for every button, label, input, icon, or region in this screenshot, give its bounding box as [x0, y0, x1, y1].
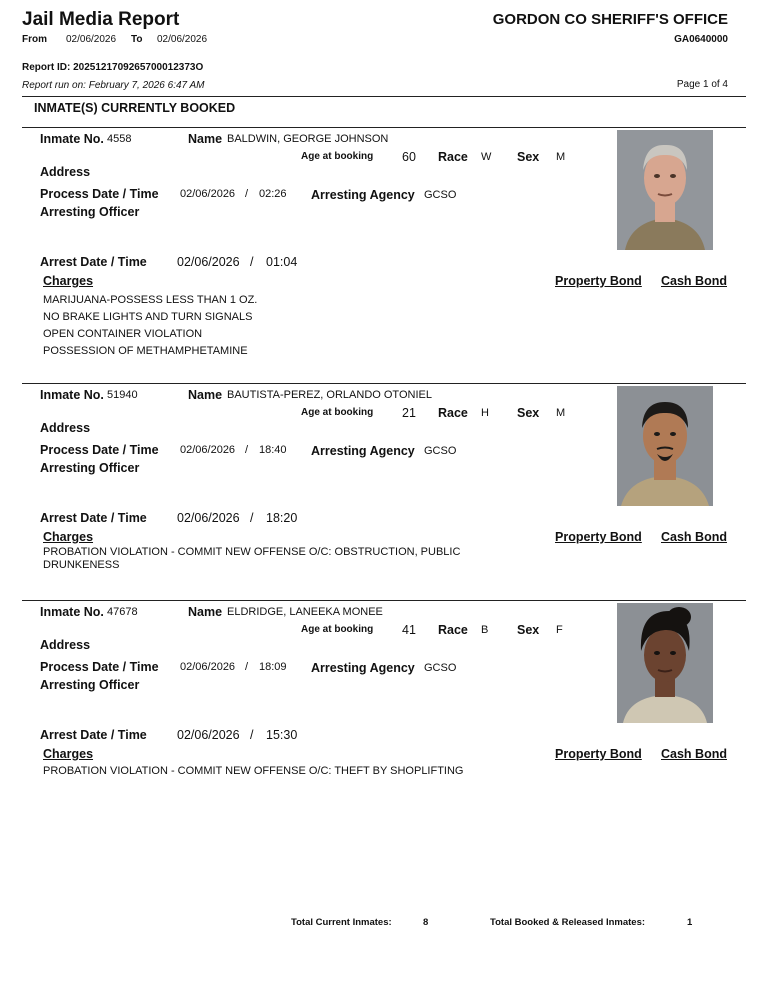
process-label: Process Date / Time [40, 187, 159, 201]
age-value: 60 [402, 150, 416, 164]
officer-label: Arresting Officer [40, 205, 140, 219]
inmate-name: BAUTISTA-PEREZ, ORLANDO OTONIEL [227, 389, 432, 401]
arrest-date: 02/06/2026 [177, 255, 240, 269]
arrest-slash: / [250, 728, 254, 742]
mugshot-photo [617, 130, 713, 250]
cash-bond-label: Cash Bond [661, 274, 727, 288]
arrest-time: 15:30 [266, 728, 298, 742]
race-label: Race [438, 150, 468, 164]
from-label: From [22, 34, 47, 45]
sex-label: Sex [517, 406, 540, 420]
agency-value: GCSO [424, 445, 457, 457]
report-run-date: Report run on: February 7, 2026 6:47 AM [22, 80, 205, 91]
inmate-no-value: 4558 [107, 133, 132, 145]
arrest-slash: / [250, 511, 254, 525]
arrest-label: Arrest Date / Time [40, 255, 147, 269]
to-label: To [131, 34, 143, 45]
inmate-record [0, 128, 773, 388]
inmate-name: ELDRIDGE, LANEEKA MONEE [227, 606, 383, 618]
cash-bond-label: Cash Bond [661, 530, 727, 544]
mugshot-image [617, 603, 713, 723]
process-time: 18:40 [259, 444, 287, 456]
section-title: INMATE(S) CURRENTLY BOOKED [34, 101, 236, 115]
agency-label: Arresting Agency [311, 661, 415, 675]
charges-label: Charges [43, 747, 94, 761]
race-value: W [481, 151, 492, 163]
mugshot-photo [617, 603, 713, 723]
address-label: Address [40, 421, 91, 435]
process-slash: / [245, 444, 249, 456]
process-date: 02/06/2026 [180, 188, 236, 200]
process-slash: / [245, 188, 249, 200]
sex-label: Sex [517, 150, 540, 164]
mugshot-image [617, 386, 713, 506]
page-number: Page 1 of 4 [676, 79, 728, 90]
process-label: Process Date / Time [40, 443, 159, 457]
charge-item: OPEN CONTAINER VIOLATION [43, 328, 203, 340]
report-title: Jail Media Report [22, 9, 180, 30]
race-value: B [481, 624, 489, 636]
inmate-no-label: Inmate No. [40, 605, 104, 619]
age-label: Age at booking [301, 151, 374, 162]
process-time: 02:26 [259, 188, 287, 200]
charge-item: DRUNKENESS [43, 559, 120, 571]
inmate-no-label: Inmate No. [40, 132, 104, 146]
property-bond-label: Property Bond [555, 274, 642, 288]
officer-label: Arresting Officer [40, 678, 140, 692]
arrest-label: Arrest Date / Time [40, 728, 147, 742]
process-date: 02/06/2026 [180, 661, 236, 673]
agency-label: Arresting Agency [311, 444, 415, 458]
charge-item: MARIJUANA-POSSESS LESS THAN 1 OZ. [43, 294, 258, 306]
age-value: 21 [402, 406, 416, 420]
charges-label: Charges [43, 274, 94, 288]
charge-item: NO BRAKE LIGHTS AND TURN SIGNALS [43, 311, 253, 323]
name-label: Name [188, 388, 223, 402]
age-value: 41 [402, 623, 416, 637]
charges-list [43, 546, 460, 572]
property-bond-label: Property Bond [555, 747, 642, 761]
charges-label: Charges [43, 530, 94, 544]
inmate-no-label: Inmate No. [40, 388, 104, 402]
inmate-no-value: 47678 [107, 606, 138, 618]
arrest-date: 02/06/2026 [177, 511, 240, 525]
sex-value: F [556, 624, 563, 636]
mugshot-image [617, 130, 713, 250]
agency-value: GCSO [424, 662, 457, 674]
name-label: Name [188, 132, 223, 146]
total-current-label: Total Current Inmates: [291, 917, 392, 928]
header-divider [22, 96, 746, 97]
to-date: 02/06/2026 [157, 34, 208, 45]
sex-label: Sex [517, 623, 540, 637]
charge-item: PROBATION VIOLATION - COMMIT NEW OFFENSE O/C: THEFT BY SHOPLIFTING [43, 765, 464, 777]
cash-bond-label: Cash Bond [661, 747, 727, 761]
agency-code: GA0640000 [674, 34, 728, 45]
process-label: Process Date / Time [40, 660, 159, 674]
race-label: Race [438, 406, 468, 420]
arrest-time: 01:04 [266, 255, 298, 269]
officer-label: Arresting Officer [40, 461, 140, 475]
process-slash: / [245, 661, 249, 673]
age-label: Age at booking [301, 624, 374, 635]
mugshot-photo [617, 386, 713, 506]
total-booked-label: Total Booked & Released Inmates: [490, 917, 646, 928]
address-label: Address [40, 165, 91, 179]
inmate-no-value: 51940 [107, 389, 138, 401]
sheriff-office-name: GORDON CO SHERIFF'S OFFICE [492, 11, 728, 28]
report-id: Report ID: 2025121709265700012373O [22, 62, 204, 73]
agency-label: Arresting Agency [311, 188, 415, 202]
total-current-value: 8 [423, 917, 429, 928]
from-date: 02/06/2026 [66, 34, 117, 45]
inmate-name: BALDWIN, GEORGE JOHNSON [227, 133, 389, 145]
race-label: Race [438, 623, 468, 637]
race-value: H [481, 407, 489, 419]
sex-value: M [556, 407, 566, 419]
charge-item: POSSESSION OF METHAMPHETAMINE [43, 345, 248, 357]
sex-value: M [556, 151, 566, 163]
inmate-record [0, 601, 773, 861]
charges-list [43, 763, 464, 780]
name-label: Name [188, 605, 223, 619]
address-label: Address [40, 638, 91, 652]
charge-item: PROBATION VIOLATION - COMMIT NEW OFFENSE O/C: OBSTRUCTION, PUBLIC [43, 546, 461, 558]
total-booked-value: 1 [687, 917, 693, 928]
process-date: 02/06/2026 [180, 444, 236, 456]
arrest-label: Arrest Date / Time [40, 511, 147, 525]
property-bond-label: Property Bond [555, 530, 642, 544]
age-label: Age at booking [301, 407, 374, 418]
arrest-slash: / [250, 255, 254, 269]
charges-list [43, 292, 257, 360]
process-time: 18:09 [259, 661, 287, 673]
agency-value: GCSO [424, 189, 457, 201]
arrest-time: 18:20 [266, 511, 298, 525]
arrest-date: 02/06/2026 [177, 728, 240, 742]
